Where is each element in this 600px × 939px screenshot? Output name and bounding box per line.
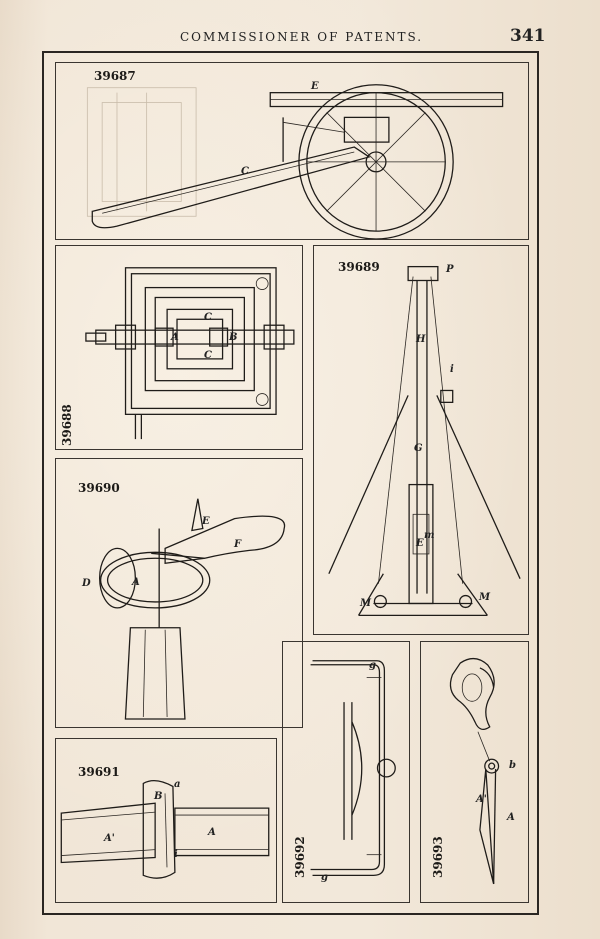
figure-39689-label-E: E — [416, 538, 424, 549]
figure-39693-label-A2: A — [507, 812, 515, 823]
figure-39693 — [420, 641, 529, 903]
figure-39690-label-D: D — [82, 578, 91, 589]
figure-39688-label-B: B — [229, 332, 238, 343]
figure-39692-label-g2: g — [321, 872, 328, 883]
figure-39690-label-E: E — [202, 516, 210, 527]
figure-39691-number: 39691 — [78, 765, 120, 779]
figure-39693-label-b: b — [509, 760, 516, 771]
running-head: COMMISSIONER OF PATENTS. — [180, 30, 424, 44]
figure-39690 — [55, 458, 303, 728]
figure-39688-label-C2: C — [204, 350, 212, 361]
figure-39688-drawing — [56, 246, 302, 449]
figure-39687-label-E: E — [311, 81, 319, 92]
figure-39690-label-A: A — [132, 577, 140, 588]
figure-39688-label-C1: C — [204, 312, 212, 323]
figure-39689-label-H: H — [416, 334, 426, 345]
figure-39693-number: 39693 — [431, 836, 445, 878]
figure-39692 — [282, 641, 410, 903]
figure-39688-label-A: A — [171, 332, 179, 343]
figure-39687-label-C: C — [241, 166, 249, 177]
figure-39691-label-i: i — [174, 849, 178, 860]
figure-39692-label-g1: g — [369, 660, 376, 671]
figure-39690-label-F: F — [234, 539, 242, 550]
figure-39693-label-A1: A' — [476, 794, 487, 805]
figure-39691-label-A2: A — [208, 827, 216, 838]
figure-39691-label-B: B — [154, 791, 163, 802]
figure-39687 — [55, 62, 529, 240]
figure-39691-label-A1: A' — [104, 833, 115, 844]
figure-39689-label-i: i — [450, 364, 454, 375]
page-number: 341 — [510, 26, 546, 46]
figure-39688-number: 39688 — [60, 404, 74, 446]
figure-39691-drawing — [56, 739, 276, 902]
figure-39688 — [55, 245, 303, 450]
figure-39687-drawing — [56, 63, 528, 239]
figure-39691-label-a: a — [174, 779, 181, 790]
figure-39690-drawing — [56, 459, 302, 727]
figure-39689-label-M2: M — [479, 592, 491, 603]
figure-39691 — [55, 738, 277, 903]
figure-39689-label-G: G — [414, 443, 423, 454]
figure-39687-number: 39687 — [94, 69, 136, 83]
figure-39689-drawing — [314, 246, 528, 634]
figure-39689-number: 39689 — [338, 260, 380, 274]
figure-39690-number: 39690 — [78, 481, 120, 495]
figure-39689 — [313, 245, 529, 635]
figure-39692-number: 39692 — [293, 836, 307, 878]
figure-39689-label-P: P — [446, 264, 454, 275]
figure-39689-label-m: m — [424, 530, 435, 541]
figure-39689-label-M1: M — [360, 598, 372, 609]
